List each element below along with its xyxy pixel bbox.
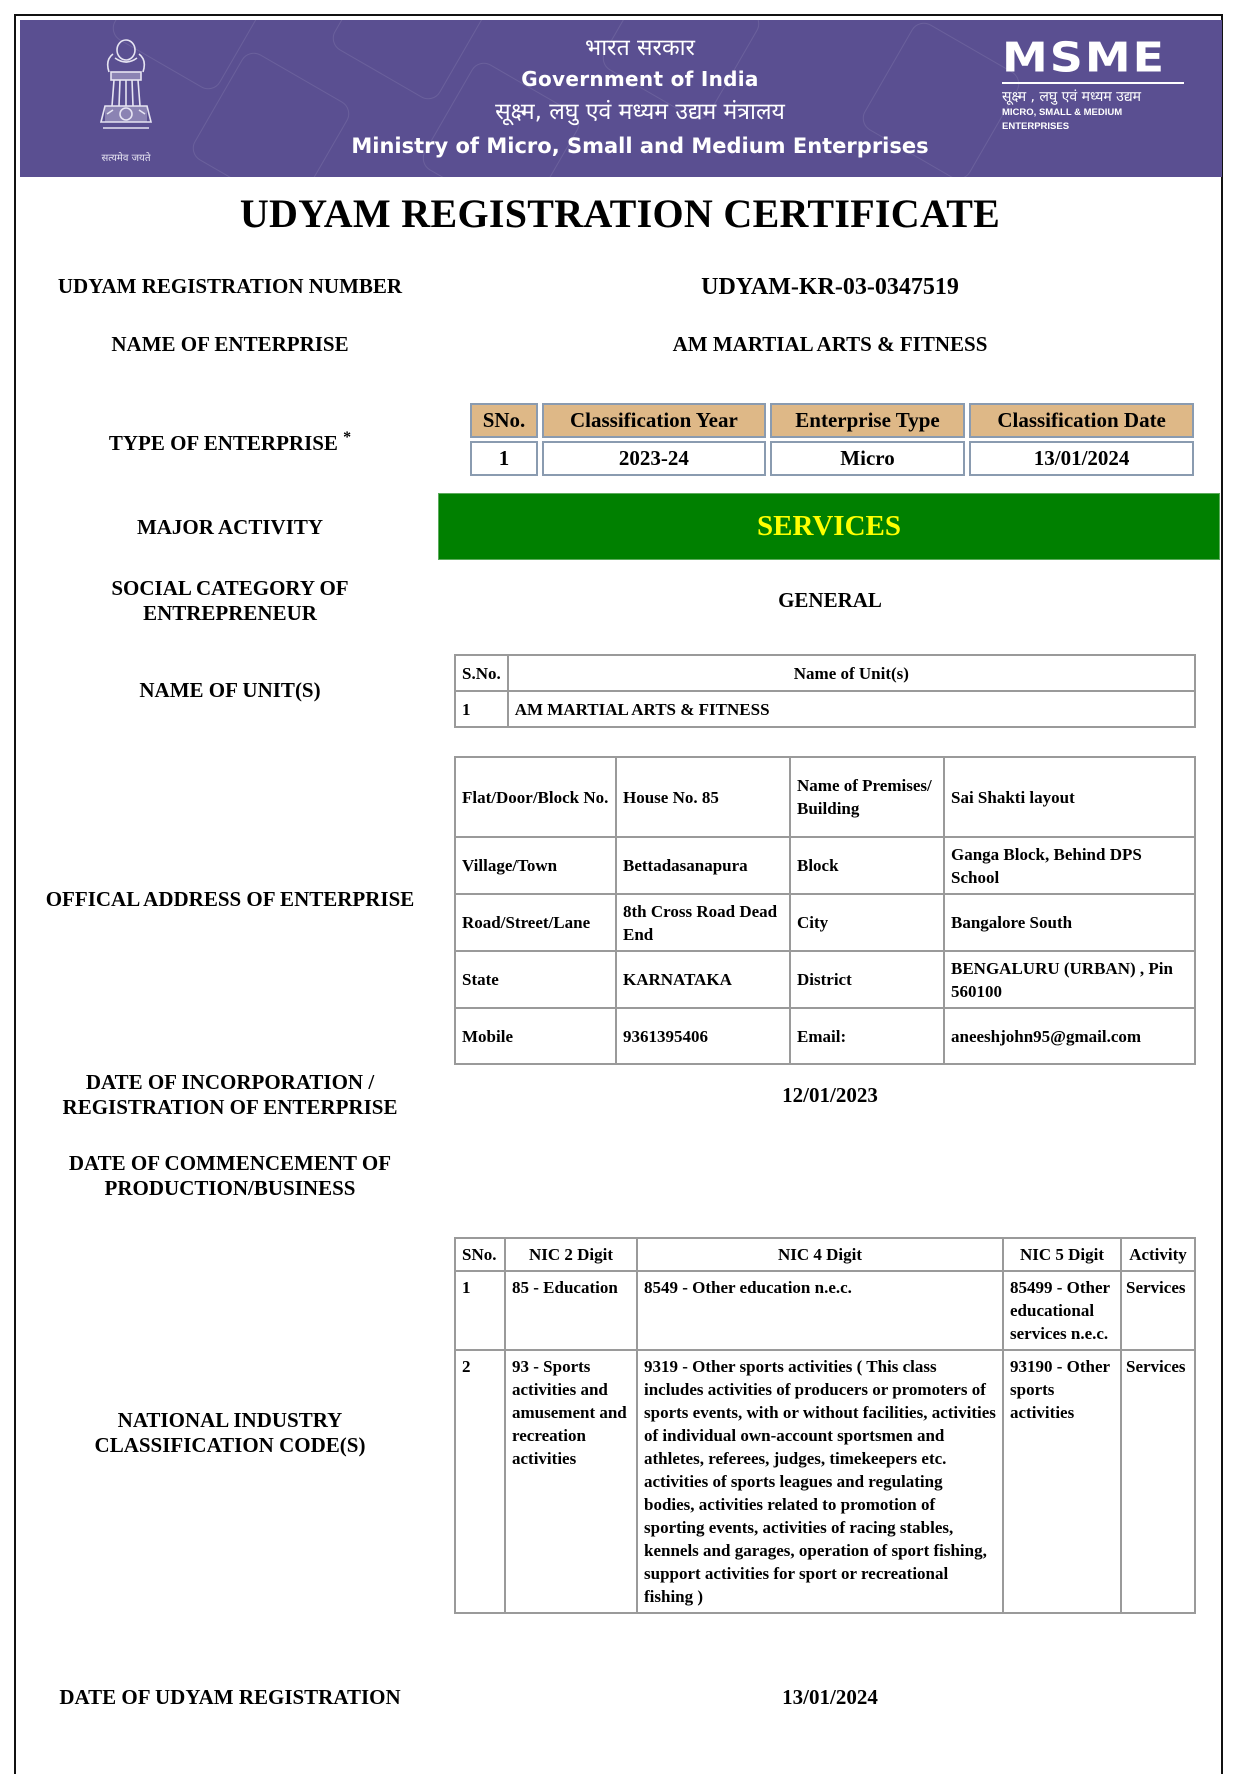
enterprise-type-label [30, 425, 430, 456]
enterprise-name-value: AM MARTIAL ARTS & FITNESS [672, 332, 988, 356]
column-header: S.No. [455, 655, 508, 691]
table-cell: 9319 - Other sports activities ( This class includes activities of producers or promoters of sports events, with or without facilities, activities of individual own-account sportsmen and athletes, referees, judges, timekeepers etc. activities of sports leagues and regulating bodies, activities related to promotion of sporting events, activities of racing stables, kennels and garages, operation of sport fishing, support activities for sport or recreational fishing ) [637, 1350, 1003, 1613]
table-row [455, 837, 1195, 894]
table-cell: 9361395406 [616, 1008, 790, 1064]
table-cell: City [790, 894, 944, 951]
table-cell: District [790, 951, 944, 1008]
table-cell: 8549 - Other education n.e.c. [637, 1271, 1003, 1350]
table-cell: 85499 - Other educational services n.e.c. [1003, 1271, 1121, 1350]
column-header: NIC 5 Digit [1003, 1238, 1121, 1271]
table-cell: Bangalore South [944, 894, 1195, 951]
emblem-motto: सत्यमेव जयते [101, 153, 151, 164]
gov-english: Government of India [521, 67, 759, 91]
table-cell: Mobile [455, 1008, 616, 1064]
table-cell: Name of Premises/ Building [790, 757, 944, 837]
table-cell: Block [790, 837, 944, 894]
label-line: REGISTRATION OF ENTERPRISE [62, 1095, 398, 1119]
label-line: NATIONAL INDUSTRY [117, 1408, 343, 1432]
msme-logo-word: MSME [1002, 32, 1167, 82]
column-header: SNo. [470, 403, 538, 438]
table-row [455, 1008, 1195, 1064]
msme-logo-hindi: सूक्ष्म , लघु एवं मध्यम उद्यम [1002, 89, 1142, 105]
table-cell: 1 [455, 1271, 505, 1350]
label-line: PRODUCTION/BUSINESS [104, 1176, 356, 1200]
table-cell: Ganga Block, Behind DPS School [944, 837, 1195, 894]
msme-logo-rule [1002, 82, 1184, 84]
column-header: SNo. [455, 1238, 505, 1271]
table-header-row [455, 1238, 1195, 1271]
table-cell: House No. 85 [616, 757, 790, 837]
table-row [455, 1271, 1195, 1350]
table-cell: State [455, 951, 616, 1008]
table-header-row [470, 403, 1194, 438]
table-row [455, 691, 1195, 727]
ministry-english: Ministry of Micro, Small and Medium Enterprises [351, 134, 929, 158]
table-row [455, 757, 1195, 837]
table-cell: Flat/Door/Block No. [455, 757, 616, 837]
enterprise-type-label-text: TYPE OF ENTERPRISE [108, 431, 338, 455]
gov-hindi: भारत सरकार [585, 35, 695, 61]
ministry-hindi: सूक्ष्म, लघु एवं मध्यम उद्यम मंत्रालय [495, 99, 785, 125]
incorporation-date-value: 12/01/2023 [782, 1083, 878, 1107]
label-line: DATE OF INCORPORATION / [85, 1070, 375, 1094]
table-cell: Services [1121, 1350, 1195, 1613]
registration-number-value: UDYAM-KR-03-0347519 [701, 274, 959, 300]
column-header: Name of Unit(s) [508, 655, 1195, 691]
government-banner [20, 20, 1222, 177]
table-cell: 2023-24 [542, 441, 766, 476]
table-cell: 8th Cross Road Dead End [616, 894, 790, 951]
table-cell: Micro [770, 441, 965, 476]
major-activity-value: SERVICES [438, 493, 1220, 560]
table-row [470, 441, 1194, 476]
table-header-row [455, 655, 1195, 691]
column-header: Activity [1121, 1238, 1195, 1271]
table-cell: Bettadasanapura [616, 837, 790, 894]
table-cell: Village/Town [455, 837, 616, 894]
table-cell: BENGALURU (URBAN) , Pin 560100 [944, 951, 1195, 1008]
table-cell: KARNATAKA [616, 951, 790, 1008]
national-emblem [76, 36, 176, 166]
government-title-block [300, 32, 980, 162]
table-cell[interactable] [944, 1008, 1195, 1064]
table-row [455, 894, 1195, 951]
major-activity-label: MAJOR ACTIVITY [136, 515, 324, 539]
udyam-registration-date-label: DATE OF UDYAM REGISTRATION [59, 1685, 401, 1709]
ashoka-emblem-icon [91, 36, 161, 148]
email-link[interactable]: aneeshjohn95@gmail.com [951, 1026, 1142, 1046]
label-line: ENTREPRENEUR [143, 601, 317, 625]
certificate-title: UDYAM REGISTRATION CERTIFICATE [239, 191, 1001, 236]
table-row [455, 951, 1195, 1008]
table-cell: Sai Shakti layout [944, 757, 1195, 837]
msme-logo-english: MICRO, SMALL & MEDIUM ENTERPRISES [1002, 107, 1123, 132]
units-table [454, 654, 1196, 728]
enterprise-type-table [466, 400, 1198, 479]
nic-table [454, 1237, 1196, 1614]
social-category-label [30, 576, 430, 626]
social-category-value: GENERAL [778, 588, 882, 612]
table-cell: 93190 - Other sports activities [1003, 1350, 1121, 1613]
column-header: Enterprise Type [770, 403, 965, 438]
units-label: NAME OF UNIT(S) [139, 678, 321, 702]
table-cell: Email: [790, 1008, 944, 1064]
asterisk-mark: * [343, 429, 352, 446]
table-row [455, 1350, 1195, 1613]
table-cell: AM MARTIAL ARTS & FITNESS [508, 691, 1195, 727]
msme-logo [1002, 34, 1184, 134]
commencement-date-label [30, 1151, 430, 1201]
column-header: NIC 2 Digit [505, 1238, 637, 1271]
enterprise-name-label: NAME OF ENTERPRISE [111, 332, 349, 356]
label-line: CLASSIFICATION CODE(S) [94, 1433, 366, 1457]
column-header: NIC 4 Digit [637, 1238, 1003, 1271]
label-line: SOCIAL CATEGORY OF [111, 576, 349, 600]
label-line: DATE OF COMMENCEMENT OF [68, 1151, 392, 1175]
incorporation-date-label [30, 1070, 430, 1120]
table-cell: 93 - Sports activities and amusement and recreation activities [505, 1350, 637, 1613]
table-cell: 13/01/2024 [969, 441, 1194, 476]
table-cell: 85 - Education [505, 1271, 637, 1350]
column-header: Classification Date [969, 403, 1194, 438]
registration-number-label: UDYAM REGISTRATION NUMBER [57, 274, 403, 298]
udyam-registration-date-value: 13/01/2024 [782, 1685, 878, 1709]
table-cell: 1 [455, 691, 508, 727]
table-cell: 2 [455, 1350, 505, 1613]
table-cell: 1 [470, 441, 538, 476]
column-header: Classification Year [542, 403, 766, 438]
address-table [454, 756, 1196, 1065]
address-label: OFFICAL ADDRESS OF ENTERPRISE [45, 887, 415, 911]
table-cell: Services [1121, 1271, 1195, 1350]
nic-label [30, 1408, 430, 1458]
table-cell: Road/Street/Lane [455, 894, 616, 951]
